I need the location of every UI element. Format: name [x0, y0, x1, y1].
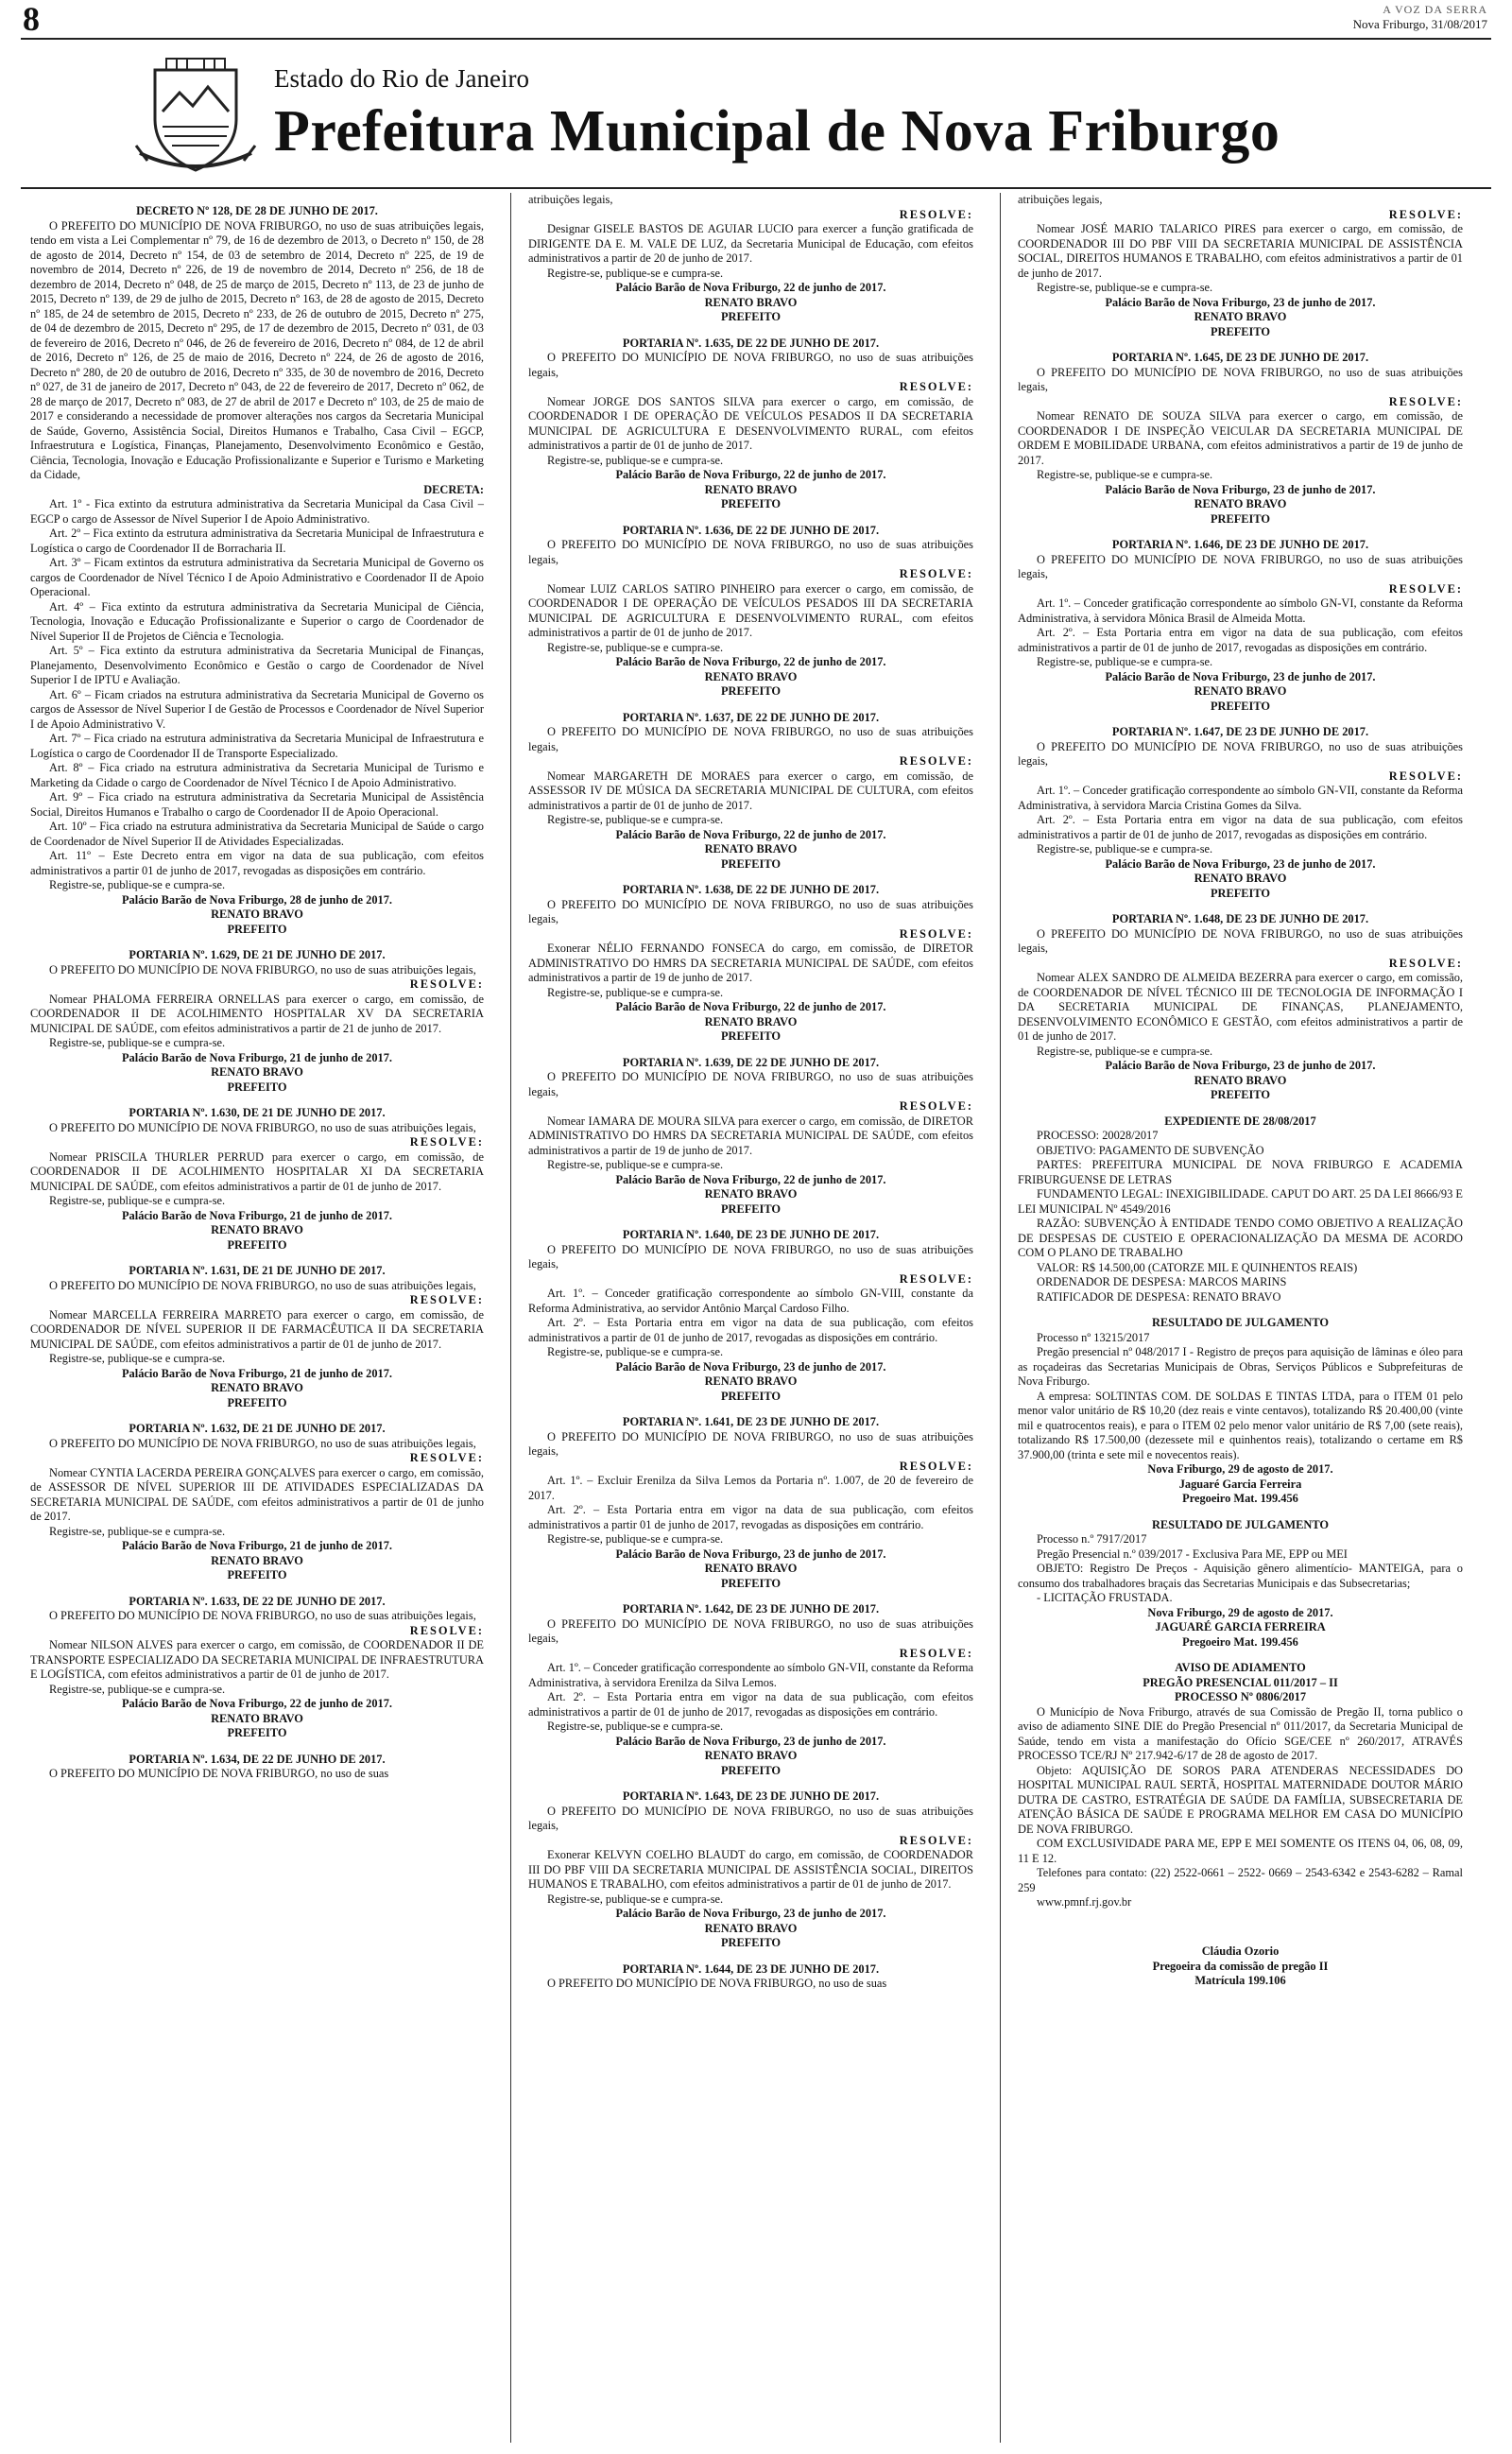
- paragraph: Designar GISELE BASTOS DE AGUIAR LUCIO para exercer a função gratificada de DIRIGENTE DA E. M. VALE DE LUZ, da Secretaria Municipal de Educação, com efeitos administrativos a partir de 20 de junho de 2017.: [528, 222, 973, 265]
- section-heading: PORTARIA Nº. 1.629, DE 21 DE JUNHO DE 2017.: [129, 948, 386, 961]
- signature-line: RENATO BRAVO: [211, 1065, 303, 1079]
- prefeitura-title: Prefeitura Municipal de Nova Friburgo: [274, 99, 1280, 164]
- paragraph: Art. 6º – Ficam criados na estrutura administrativa da Secretaria Municipal de Governo os cargos de Assessor de Nível Superior I de Gestão de Processos e Coordenador de Nível Superior I de Apoio Administrativo V.: [30, 687, 484, 731]
- paragraph: O PREFEITO DO MUNICÍPIO DE NOVA FRIBURGO, no uso de suas atribuições legais,: [528, 725, 973, 753]
- resolve-label: RESOLVE:: [899, 1646, 973, 1660]
- paragraph: O PREFEITO DO MUNICÍPIO DE NOVA FRIBURGO, no uso de suas atribuições legais,: [49, 1609, 476, 1622]
- paragraph: OBJETIVO: PAGAMENTO DE SUBVENÇÃO: [1037, 1143, 1264, 1157]
- paragraph: O PREFEITO DO MUNICÍPIO DE NOVA FRIBURGO, no uso de suas atribuições legais,: [1018, 739, 1463, 768]
- signature-line: PREFEITO: [1210, 324, 1271, 338]
- paragraph: Registre-se, publique-se e cumpra-se.: [547, 1892, 724, 1906]
- signature-line: RENATO BRAVO: [704, 669, 798, 683]
- section-heading: PORTARIA Nº. 1.640, DE 23 DE JUNHO DE 2017.: [622, 1228, 880, 1241]
- paragraph: Registre-se, publique-se e cumpra-se.: [49, 1352, 226, 1365]
- paragraph: O PREFEITO DO MUNICÍPIO DE NOVA FRIBURGO, no uso de suas atribuições legais,: [528, 351, 973, 379]
- section-subheading: PROCESSO Nº 0806/2017: [1174, 1690, 1307, 1703]
- paragraph: Art. 2º. – Esta Portaria entra em vigor na data de sua publicação, com efeitos administrativos a partir de 01 de junho de 2017, revogadas as disposições em contrário.: [528, 1690, 973, 1719]
- paragraph: Nomear IAMARA DE MOURA SILVA para exercer o cargo, em comissão, de DIRETOR ADMINISTRATIVO DO HMRS DA SECRETARIA MUNICIPAL DE SAÚDE, com efeitos administrativos a partir de 19 de junho de 2017.: [528, 1114, 973, 1157]
- paragraph: Art. 5º – Fica extinto da estrutura administrativa da Secretaria Municipal de Finanças, Planejamento, Desenvolvimento Econômico e Gestão o cargo de Coordenador de Nível Superior I de IPTU e Avaliação.: [30, 644, 484, 686]
- coat-of-arms-icon: [134, 55, 257, 178]
- paragraph: Nomear ALEX SANDRO DE ALMEIDA BEZERRA para exercer o cargo, em comissão, de COORDENADOR DE NÍVEL TÉCNICO III DE TECNOLOGIA DE INFORMAÇÃO I DA SECRETARIA MUNICIPAL DE FINANÇAS, PLANEJAMENTO, DESENVOLVIMENTO ECONÔMICO E GESTÃO, com efeitos administrativos a partir de 01 de junho de 2017.: [1018, 971, 1463, 1043]
- resolve-label: RESOLVE:: [899, 1271, 973, 1286]
- signature-line: RENATO BRAVO: [211, 1711, 303, 1725]
- signature-line: Palácio Barão de Nova Friburgo, 23 de junho de 2017.: [615, 1907, 886, 1920]
- paragraph: Nomear NILSON ALVES para exercer o cargo, em comissão, de COORDENADOR II DE TRANSPORTE ESPECIALIZADO DA SECRETARIA MUNICIPAL DE INFRAESTRUTURA E LOGÍSTICA, com efeitos administrativos a partir de 01 de junho de 2017.: [30, 1638, 484, 1681]
- section-heading: PORTARIA Nº. 1.639, DE 22 DE JUNHO DE 2017.: [622, 1055, 880, 1069]
- paragraph: Nomear MARCELLA FERREIRA MARRETO para exercer o cargo, em comissão, de COORDENADOR DE NÍVEL SUPERIOR II DE FARMACÊUTICA II DA SECRETARIA MUNICIPAL DE SAÚDE, com efeitos administrativos a partir de 01 de junho de 2017.: [30, 1307, 484, 1351]
- resolve-label: RESOLVE:: [1388, 394, 1463, 408]
- signature-line: Palácio Barão de Nova Friburgo, 22 de junho de 2017.: [615, 468, 886, 481]
- resolve-label: RESOLVE:: [409, 1451, 484, 1464]
- paragraph: Nomear JORGE DOS SANTOS SILVA para exercer o cargo, em comissão, de COORDENADOR I DE OPERAÇÃO DE VEÍCULOS PESADOS II DA SECRETARIA MUNICIPAL DE AGRICULTURA E DESENVOLVIMENTO RURAL, com efeitos administrativos a partir de 01 de junho de 2017.: [528, 394, 973, 452]
- signature-line: Palácio Barão de Nova Friburgo, 22 de junho de 2017.: [615, 1172, 886, 1186]
- signature-line: Palácio Barão de Nova Friburgo, 21 de junho de 2017.: [121, 1366, 393, 1380]
- date-line: Nova Friburgo, 31/08/2017: [1352, 17, 1487, 31]
- paragraph: Registre-se, publique-se e cumpra-se.: [547, 266, 724, 280]
- paragraph: Exonerar KELVYN COELHO BLAUDT do cargo, em comissão, de COORDENADOR III DO PBF VIII DA SECRETARIA MUNICIPAL DE ASSISTÊNCIA SOCIAL, DIREITOS HUMANOS E TRABALHO, com efeitos administrativos a partir de 01 de junho de 2017.: [528, 1848, 973, 1891]
- section-subheading: PREGÃO PRESENCIAL 011/2017 – II: [1143, 1675, 1338, 1689]
- section-heading: PORTARIA Nº. 1.641, DE 23 DE JUNHO DE 2017.: [622, 1415, 880, 1428]
- paragraph: O PREFEITO DO MUNICÍPIO DE NOVA FRIBURGO, no uso de suas atribuições legais,: [528, 897, 973, 925]
- paragraph: Art. 2º. – Esta Portaria entra em vigor na data de sua publicação, com efeitos administrativos a partir de 01 de junho de 2017, revogadas as disposições em contrário.: [528, 1316, 973, 1344]
- paragraph: O PREFEITO DO MUNICÍPIO DE NOVA FRIBURGO, no uso de suas atribuições legais,: [49, 1278, 476, 1292]
- paragraph: O PREFEITO DO MUNICÍPIO DE NOVA FRIBURGO, no uso de suas atribuições legais,: [528, 1616, 973, 1645]
- resolve-label: RESOLVE:: [899, 926, 973, 941]
- section-heading: PORTARIA Nº. 1.644, DE 23 DE JUNHO DE 2017.: [622, 1961, 880, 1976]
- resolve-label: RESOLVE:: [899, 1833, 973, 1847]
- signature-line: RENATO BRAVO: [211, 907, 303, 921]
- paragraph: Registre-se, publique-se e cumpra-se.: [547, 1345, 724, 1358]
- paragraph: Art. 2º. – Esta Portaria entra em vigor na data de sua publicação, com efeitos administrativos a partir 01 de junho de 2017, revogadas as disposições em contrário.: [528, 1503, 973, 1531]
- paragraph: COM EXCLUSIVIDADE PARA ME, EPP E MEI SOMENTE OS ITENS 04, 06, 08, 09, 11 E 12.: [1018, 1837, 1463, 1865]
- content-columns: [21, 193, 1491, 2443]
- paragraph: Registre-se, publique-se e cumpra-se.: [1037, 281, 1213, 294]
- signature-line: JAGUARÉ GARCIA FERREIRA: [1155, 1620, 1326, 1633]
- paragraph: Registre-se, publique-se e cumpra-se.: [49, 1524, 226, 1538]
- paragraph: Pregão presencial nº 048/2017 I - Registro de preços para aquisição de lâminas e óleo para as roçadeiras das Secretarias Municipais de Obras, Serviços Públicos e Subprefeituras de Nova Friburgo.: [1018, 1345, 1463, 1388]
- signature-line: RENATO BRAVO: [704, 295, 798, 309]
- signature-line: PREFEITO: [227, 1568, 287, 1581]
- signature-line: PREFEITO: [1210, 511, 1271, 526]
- paragraph: Nomear LUIZ CARLOS SATIRO PINHEIRO para exercer o cargo, em comissão, de COORDENADOR I DE OPERAÇÃO DE VEÍCULOS PESADOS III DA SECRETARIA MUNICIPAL DE AGRICULTURA E DESENVOLVIMENTO RURAL, com efeitos administrativos a partir de 01 de junho de 2017.: [528, 581, 973, 639]
- page-number: 8: [23, 0, 40, 38]
- signature-line: Pregoeiro Mat. 199.456: [1182, 1492, 1298, 1505]
- signature-line: PREFEITO: [720, 1201, 782, 1216]
- section-heading: PORTARIA Nº. 1.646, DE 23 DE JUNHO DE 2017.: [1111, 538, 1369, 551]
- paragraph: Art. 1º. – Conceder gratificação correspondente ao símbolo GN-VII, constante da Reforma Administrativa, à servidora Erenilza da Silva Lemos.: [528, 1661, 973, 1689]
- paragraph: ORDENADOR DE DESPESA: MARCOS MARINS: [1037, 1275, 1287, 1288]
- section-heading: PORTARIA Nº. 1.638, DE 22 DE JUNHO DE 2017.: [622, 883, 880, 896]
- paragraph: O PREFEITO DO MUNICÍPIO DE NOVA FRIBURGO, no uso de suas atribuições legais,: [1018, 552, 1463, 580]
- signature-line: Nova Friburgo, 29 de agosto de 2017.: [1147, 1605, 1333, 1619]
- resolve-label: RESOLVE:: [409, 1135, 484, 1149]
- paragraph: Registre-se, publique-se e cumpra-se.: [547, 1720, 724, 1733]
- paragraph: O PREFEITO DO MUNICÍPIO DE NOVA FRIBURGO, no uso de suas: [49, 1767, 389, 1780]
- newspaper-info: [1353, 2, 1487, 32]
- paragraph: Art. 2º. – Esta Portaria entra em vigor na data de sua publicação, com efeitos administrativos a partir de 01 de junho de 2017, revogadas as disposições em contrário.: [1018, 626, 1463, 654]
- resolve-label: RESOLVE:: [899, 754, 973, 768]
- signature-line: Nova Friburgo, 29 de agosto de 2017.: [1147, 1462, 1333, 1476]
- signature-line: RENATO BRAVO: [211, 1381, 303, 1394]
- paragraph: Registre-se, publique-se e cumpra-se.: [547, 985, 724, 999]
- paragraph: Art. 9º – Fica criado na estrutura administrativa da Secretaria Municipal de Assistência Social, Direitos Humanos e Trabalho o cargo de Coordenador II de Apoio Operacional.: [30, 790, 484, 819]
- section-heading: RESULTADO DE JULGAMENTO: [1151, 1316, 1330, 1329]
- paragraph: Registre-se, publique-se e cumpra-se.: [49, 878, 226, 891]
- resolve-label: RESOLVE:: [409, 1623, 484, 1637]
- paragraph: Art. 1º - Fica extinto da estrutura administrativa da Secretaria Municipal da Casa Civil – EGCP o cargo de Assessor de Nível Superior I de Apoio Administrativo.: [30, 497, 484, 526]
- state-title: Estado do Rio de Janeiro: [274, 64, 529, 93]
- paragraph: O PREFEITO DO MUNICÍPIO DE NOVA FRIBURGO, no uso de suas atribuições legais,: [1018, 926, 1463, 955]
- signature-line: RENATO BRAVO: [704, 1014, 798, 1028]
- top-bar: [21, 0, 1491, 40]
- paragraph: RATIFICADOR DE DESPESA: RENATO BRAVO: [1037, 1289, 1281, 1304]
- signature-line: Cláudia Ozorio: [1201, 1944, 1280, 1959]
- paragraph: PROCESSO: 20028/2017: [1037, 1129, 1159, 1142]
- signature-line: RENATO BRAVO: [211, 1553, 303, 1567]
- paragraph: A empresa: SOLTINTAS COM. DE SOLDAS E TINTAS LTDA, para o ITEM 01 pelo menor valor unitário de R$ 10,20 (dez reais e vinte centavos), totalizando R$ 20.400,00 (vinte mil e quatrocentos reais), e para o ITEM 02 pelo menor valor unitário de R$ 7,00 (sete reais), totalizando R$ 17.500,00 (dezessete mil e quinhentos reais), totalizando o certame em R$ 37.900,00 (trinta e sete mil e novecentos reais).: [1018, 1389, 1463, 1461]
- paragraph: O PREFEITO DO MUNICÍPIO DE NOVA FRIBURGO, no uso de suas atribuições legais,: [528, 1804, 973, 1832]
- paragraph: O PREFEITO DO MUNICÍPIO DE NOVA FRIBURGO, no uso de suas atribuições legais,: [528, 1070, 973, 1098]
- paragraph: Nomear PRISCILA THURLER PERRUD para exercer o cargo, em comissão, de COORDENADOR II DE ACOLHIMENTO HOSPITALAR XI DA SECRETARIA MUNICIPAL DE SAÚDE, com efeitos administrativos a partir de 01 de junho de 2017.: [30, 1149, 484, 1193]
- paragraph: www.pmnf.rj.gov.br: [1037, 1895, 1132, 1909]
- paragraph: OBJETO: Registro De Preços - Aquisição gênero alimentício- MANTEIGA, para o consumo dos trabalhadores braçais das Secretarias Municipais e das Subsecretarias;: [1018, 1562, 1463, 1590]
- resolve-label: RESOLVE:: [1388, 956, 1463, 970]
- paragraph: O PREFEITO DO MUNICÍPIO DE NOVA FRIBURGO, no uso de suas atribuições legais,: [528, 1429, 973, 1458]
- paragraph: Art. 10º – Fica criado na estrutura administrativa da Secretaria Municipal de Saúde o cargo de Coordenador de Nível Superior II de Atividades Especializadas.: [30, 820, 484, 848]
- signature-line: RENATO BRAVO: [704, 1921, 798, 1935]
- signature-line: PREFEITO: [720, 1936, 782, 1949]
- signature-line: PREFEITO: [227, 1726, 287, 1739]
- section-heading: RESULTADO DE JULGAMENTO: [1151, 1517, 1330, 1531]
- paragraph: O PREFEITO DO MUNICÍPIO DE NOVA FRIBURGO, no uso de suas atribuições legais, tendo em vista a Lei Complementar nº 79, de 16 de dezembro de 2013, o Decreto nº 150, de 28 de agosto de 2014, Decreto nº 154, de 03 de setembro de 2014, Decreto nº 225, de 19 de novembro de 2014, Decreto nº 226, de 19 de novembro de 2014, Decreto nº 256, de 18 de dezembro de 2014, Decreto nº 048, de 25 de março de 2015, Decreto nº 113, de 23 de junho de 2015, Decreto nº 139, de 29 de julho de 2015, Decreto nº 163, de 28 de agosto de 2015, Decreto nº 185, de 24 de setembro de 2015, Decreto nº 233, de 26 de outubro de 2015, Decreto nº 275, de 04 de dezembro de 2015, Decreto nº 295, de 17 de dezembro de 2015, Decreto nº 031, de 03 de fevereiro de 2016, Decreto nº 046, de 26 de fevereiro de 2016, Decreto nº 084, de 12 de abril de 2016, Decreto nº 126, de 25 de maio de 2016, Decreto nº 224, de 26 de agosto de 2016, Decreto nº 280, de 20 de outubro de 2016, Decreto nº 335, de 30 de novembro de 2016, Decreto nº 027, de 31 de janeiro de 2017, Decreto nº 043, de 22 de fevereiro de 2017, Decreto nº 062, de 28 de março de 2017, Decreto nº 083, de 27 de abril de 2017 e Decreto nº 103, de 25 de maio de 2017 e considerando a necessidade de promover alterações nos cargos da Secretaria Municipal de Saúde, Governo, Assistência Social, Direitos Humanos e Trabalho, Casa Civil – EGCP, Infraestrutura e Logística, Finanças, Planejamento, Desenvolvimento Econômico e Gestão, Ciência, Tecnologia, Inovação e Educação Profissionalizante e Superior e Turismo e Marketing da Cidade,: [30, 218, 484, 481]
- paragraph: Art. 2º – Fica extinto da estrutura administrativa da Secretaria Municipal de Infraestrutura e Logística o cargo de Coordenador II de Borracharia II.: [30, 527, 484, 555]
- paragraph: Telefones para contato: (22) 2522-0661 – 2522- 0669 – 2543-6342 e 2543-6282 – Ramal 259: [1018, 1866, 1463, 1894]
- signature-line: Palácio Barão de Nova Friburgo, 23 de junho de 2017.: [1105, 669, 1376, 683]
- section-heading: PORTARIA Nº. 1.645, DE 23 DE JUNHO DE 2017.: [1111, 351, 1369, 364]
- section-heading: EXPEDIENTE DE 28/08/2017: [1164, 1114, 1316, 1128]
- signature-line: Pregoeira da comissão de pregão II: [1152, 1959, 1329, 1973]
- paragraph: Art. 1º. – Conceder gratificação correspondente ao símbolo GN-VII, constante da Reforma Administrativa, à servidora Marcia Cristina Gomes da Silva.: [1018, 784, 1463, 812]
- paragraph: Art. 3º – Ficam extintos da estrutura administrativa da Secretaria Municipal de Governo os cargos de Coordenador de Nível Técnico I de Apoio Administrativo e Coordenador II de Apoio Operacional.: [30, 556, 484, 598]
- decreta-label: DECRETA:: [423, 482, 484, 496]
- section-heading: PORTARIA Nº. 1.632, DE 21 DE JUNHO DE 2017.: [129, 1422, 386, 1435]
- signature-line: PREFEITO: [720, 684, 782, 698]
- signature-line: PREFEITO: [720, 310, 782, 323]
- signature-line: PREFEITO: [720, 1389, 782, 1403]
- paragraph: Registre-se, publique-se e cumpra-se.: [49, 1194, 226, 1207]
- signature-line: PREFEITO: [1210, 886, 1271, 900]
- paragraph: O PREFEITO DO MUNICÍPIO DE NOVA FRIBURGO, no uso de suas atribuições legais,: [49, 962, 476, 976]
- signature-line: Palácio Barão de Nova Friburgo, 22 de junho de 2017.: [121, 1697, 393, 1710]
- paragraph: Registre-se, publique-se e cumpra-se.: [547, 640, 724, 654]
- paragraph: Art. 2º. – Esta Portaria entra em vigor na data de sua publicação, com efeitos administrativos a partir de 01 de junho de 2017, revogadas as disposições em contrário.: [1018, 813, 1463, 841]
- signature-line: Palácio Barão de Nova Friburgo, 22 de junho de 2017.: [615, 655, 886, 668]
- section-heading: PORTARIA Nº. 1.647, DE 23 DE JUNHO DE 2017.: [1111, 725, 1369, 738]
- signature-line: Palácio Barão de Nova Friburgo, 23 de junho de 2017.: [615, 1547, 886, 1561]
- paragraph: Processo nº 13215/2017: [1037, 1330, 1150, 1344]
- signature-line: RENATO BRAVO: [1194, 684, 1287, 698]
- signature-line: PREFEITO: [227, 1395, 287, 1409]
- signature-line: RENATO BRAVO: [704, 482, 798, 496]
- signature-line: PREFEITO: [720, 1576, 782, 1590]
- paragraph: Nomear JOSÉ MARIO TALARICO PIRES para exercer o cargo, em comissão, de COORDENADOR III DO PBF VIII DA SECRETARIA MUNICIPAL DE ASSISTÊNCIA SOCIAL, DIREITOS HUMANOS E TRABALHO, com efeitos administrativos a partir de 01 de junho de 2017.: [1018, 222, 1463, 280]
- paragraph: Art. 8º – Fica criado na estrutura administrativa da Secretaria Municipal de Turismo e Marketing da Cidade o cargo de Coordenador de Nível Técnico I de Apoio Administrativo.: [30, 761, 484, 789]
- resolve-label: RESOLVE:: [1388, 207, 1463, 221]
- signature-line: RENATO BRAVO: [704, 842, 798, 855]
- signature-line: Palácio Barão de Nova Friburgo, 21 de junho de 2017.: [121, 1539, 393, 1552]
- signature-line: RENATO BRAVO: [704, 1749, 798, 1762]
- section-heading: PORTARIA Nº. 1.635, DE 22 DE JUNHO DE 2017.: [622, 336, 880, 350]
- signature-line: Palácio Barão de Nova Friburgo, 23 de junho de 2017.: [615, 1734, 886, 1748]
- signature-line: Palácio Barão de Nova Friburgo, 22 de junho de 2017.: [615, 827, 886, 841]
- signature-line: RENATO BRAVO: [704, 1187, 798, 1201]
- paragraph: Registre-se, publique-se e cumpra-se.: [547, 1532, 724, 1546]
- paragraph: Registre-se, publique-se e cumpra-se.: [1037, 468, 1213, 481]
- signature-line: PREFEITO: [227, 1237, 287, 1252]
- section-heading: PORTARIA Nº. 1.637, DE 22 DE JUNHO DE 2017.: [622, 710, 880, 724]
- signature-line: Palácio Barão de Nova Friburgo, 23 de junho de 2017.: [1105, 1059, 1376, 1072]
- resolve-label: RESOLVE:: [1388, 769, 1463, 783]
- paragraph: Registre-se, publique-se e cumpra-se.: [547, 1158, 724, 1171]
- paragraph: Art. 7º – Fica criado na estrutura administrativa da Secretaria Municipal de Infraestrutura e Logística o cargo de Coordenador II de Transporte Especializado.: [30, 732, 484, 760]
- signature-line: RENATO BRAVO: [704, 1374, 798, 1388]
- paragraph: Registre-se, publique-se e cumpra-se.: [49, 1682, 226, 1696]
- signature-line: PREFEITO: [1210, 699, 1271, 713]
- section-heading: PORTARIA Nº. 1.631, DE 21 DE JUNHO DE 2017.: [129, 1264, 386, 1277]
- section-heading: PORTARIA Nº. 1.634, DE 22 DE JUNHO DE 2017.: [129, 1752, 386, 1766]
- paragraph: Processo n.º 7917/2017: [1037, 1532, 1147, 1546]
- resolve-label: RESOLVE:: [899, 1459, 973, 1473]
- paragraph: O PREFEITO DO MUNICÍPIO DE NOVA FRIBURGO, no uso de suas atribuições legais,: [1018, 365, 1463, 393]
- paragraph: Art. 11º – Este Decreto entra em vigor na data de sua publicação, com efeitos administrativos a partir 01 de junho de 2017, revogadas as disposições em contrário.: [30, 849, 484, 877]
- column-3: [1000, 193, 1472, 2443]
- section-heading: AVISO DE ADIAMENTO: [1175, 1661, 1306, 1674]
- paragraph: - LICITAÇÃO FRUSTADA.: [1037, 1591, 1173, 1604]
- masthead: [21, 45, 1491, 189]
- column-2: [510, 193, 983, 2443]
- paragraph: Nomear RENATO DE SOUZA SILVA para exercer o cargo, em comissão, de COORDENADOR I DE INSPEÇÃO VEICULAR DA SECRETARIA MUNICIPAL DE ORDEM E MOBILIDADE URBANA, com efeitos administrativos a partir de 19 de junho de 2017.: [1018, 409, 1463, 467]
- signature-line: PREFEITO: [720, 1029, 782, 1043]
- signature-line: RENATO BRAVO: [1194, 872, 1287, 885]
- paragraph: atribuições legais,: [1018, 193, 1103, 206]
- paragraph: Art. 1º. – Conceder gratificação correspondente ao símbolo GN-VI, constante da Reforma Administrativa, à servidora Mônica Brasil de Almeida Motta.: [1018, 596, 1463, 625]
- signature-line: Matrícula 199.106: [1194, 1974, 1286, 1988]
- section-heading: PORTARIA Nº. 1.630, DE 21 DE JUNHO DE 2017.: [129, 1106, 386, 1119]
- signature-line: RENATO BRAVO: [1194, 1073, 1287, 1087]
- paragraph: Nomear PHALOMA FERREIRA ORNELLAS para exercer o cargo, em comissão, de COORDENADOR II DE ACOLHIMENTO HOSPITALAR XV DA SECRETARIA MUNICIPAL DE SAÚDE, com efeitos administrativos a partir de 21 de junho de 2017.: [30, 992, 484, 1035]
- paragraph: Objeto: AQUISIÇÃO DE SOROS PARA ATENDERAS NECESSIDADES DO HOSPITAL MUNICIPAL RAUL SERTÃ, HOSPITAL MATERNIDADE DOUTOR MÁRIO DUTRA DE CASTRO, ESTRATÉGIA DE SAÚDE DA FAMÍLIA, SUBSECRETARIA DE ATENÇÃO BÁSICA DE SAÚDE E PROGRAMA MELHOR EM CASA DO MUNICÍPIO DE NOVA FRIBURGO.: [1018, 1763, 1463, 1836]
- signature-line: Palácio Barão de Nova Friburgo, 21 de junho de 2017.: [121, 1208, 393, 1222]
- paragraph: Art. 1º. – Excluir Erenilza da Silva Lemos da Portaria nº. 1.007, de 20 de fevereiro de 2017.: [528, 1474, 973, 1502]
- signature-line: Palácio Barão de Nova Friburgo, 23 de junho de 2017.: [1105, 295, 1376, 309]
- signature-line: Palácio Barão de Nova Friburgo, 23 de junho de 2017.: [615, 1359, 886, 1374]
- signature-line: RENATO BRAVO: [1194, 497, 1287, 510]
- paragraph: Registre-se, publique-se e cumpra-se.: [1037, 1044, 1213, 1058]
- resolve-label: RESOLVE:: [409, 1293, 484, 1306]
- signature-line: Palácio Barão de Nova Friburgo, 23 de junho de 2017.: [1105, 856, 1376, 871]
- signature-line: PREFEITO: [1210, 1088, 1271, 1101]
- signature-line: Palácio Barão de Nova Friburgo, 22 de junho de 2017.: [615, 281, 886, 294]
- signature-line: Jaguaré Garcia Ferreira: [1178, 1477, 1302, 1491]
- spacer: [1018, 1922, 1463, 1933]
- signature-line: Palácio Barão de Nova Friburgo, 21 de junho de 2017.: [121, 1050, 393, 1064]
- resolve-label: RESOLVE:: [1388, 581, 1463, 596]
- signature-line: PREFEITO: [720, 1763, 782, 1777]
- paragraph: O PREFEITO DO MUNICÍPIO DE NOVA FRIBURGO, no uso de suas atribuições legais,: [49, 1120, 476, 1134]
- section-heading: DECRETO Nº 128, DE 28 DE JUNHO DE 2017.: [136, 204, 378, 217]
- paragraph: Registre-se, publique-se e cumpra-se.: [1037, 842, 1213, 855]
- signature-line: Palácio Barão de Nova Friburgo, 22 de junho de 2017.: [615, 1000, 886, 1013]
- paragraph: VALOR: R$ 14.500,00 (CATORZE MIL E QUINHENTOS REAIS): [1037, 1260, 1358, 1274]
- section-heading: PORTARIA Nº. 1.643, DE 23 DE JUNHO DE 2017.: [622, 1789, 880, 1803]
- resolve-label: RESOLVE:: [899, 207, 973, 221]
- signature-line: Palácio Barão de Nova Friburgo, 23 de junho de 2017.: [1105, 482, 1376, 496]
- signature-line: RENATO BRAVO: [211, 1223, 303, 1236]
- paragraph: Registre-se, publique-se e cumpra-se.: [547, 453, 724, 467]
- section-heading: PORTARIA Nº. 1.648, DE 23 DE JUNHO DE 2017.: [1111, 912, 1369, 925]
- paragraph: Exonerar NÉLIO FERNANDO FONSECA do cargo, em comissão, de DIRETOR ADMINISTRATIVO DO HMRS DA SECRETARIA MUNICIPAL DE SAÚDE, com efeitos administrativos a partir de 19 de junho de 2017.: [528, 942, 973, 984]
- signature-line: RENATO BRAVO: [1194, 310, 1287, 323]
- paragraph: Registre-se, publique-se e cumpra-se.: [49, 1036, 226, 1049]
- paragraph: FUNDAMENTO LEGAL: INEXIGIBILIDADE. CAPUT DO ART. 25 DA LEI 8666/93 E LEI MUNICIPAL Nº 4549/2016: [1018, 1187, 1463, 1216]
- section-heading: PORTARIA Nº. 1.633, DE 22 DE JUNHO DE 2017.: [129, 1594, 386, 1608]
- paragraph: Registre-se, publique-se e cumpra-se.: [547, 813, 724, 826]
- paragraph: Pregão Presencial n.º 039/2017 - Exclusiva Para ME, EPP ou MEI: [1037, 1547, 1348, 1561]
- signature-line: RENATO BRAVO: [704, 1562, 798, 1575]
- signature-line: Pregoeiro Mat. 199.456: [1182, 1634, 1298, 1649]
- resolve-label: RESOLVE:: [899, 380, 973, 393]
- signature-line: PREFEITO: [720, 497, 782, 510]
- section-heading: PORTARIA Nº. 1.636, DE 22 DE JUNHO DE 2017.: [622, 523, 880, 537]
- paragraph: O Município de Nova Friburgo, através de sua Comissão de Pregão II, torna publico o aviso de adiamento SINE DIE do Pregão Presencial nº 011/2017, da Secretaria Municipal de Saúde, tendo em vista a manifestação do Ofício SGE/CEE nº 260/2017, ATRAVÉS PROCESSO TCE/RJ Nº 217.942-6/17 de 28 de agosto de 2017.: [1018, 1704, 1463, 1762]
- paragraph: O PREFEITO DO MUNICÍPIO DE NOVA FRIBURGO, no uso de suas atribuições legais,: [528, 1242, 973, 1270]
- paragraph: Art. 4º – Fica extinto da estrutura administrativa da Secretaria Municipal de Ciência, Tecnologia, Inovação e Educação Profissionalizante e Superior o cargo de Coordenador de Nível Superior II de Projetos de Ciência e Tecnologia.: [30, 599, 484, 643]
- paragraph: O PREFEITO DO MUNICÍPIO DE NOVA FRIBURGO, no uso de suas: [547, 1977, 887, 1990]
- signature-line: PREFEITO: [227, 922, 287, 936]
- column-1: [21, 193, 493, 2443]
- resolve-label: RESOLVE:: [899, 567, 973, 580]
- signature-line: PREFEITO: [720, 856, 782, 871]
- section-heading: PORTARIA Nº. 1.642, DE 23 DE JUNHO DE 2017.: [622, 1602, 880, 1616]
- resolve-label: RESOLVE:: [409, 977, 484, 991]
- resolve-label: RESOLVE:: [899, 1099, 973, 1113]
- paragraph: RAZÃO: SUBVENÇÃO À ENTIDADE TENDO COMO OBJETIVO A REALIZAÇÃO DE DESPESAS DE CUSTEIO E OPERACIONALIZAÇÃO DA MESMA DE ACORDO COM O PLANO DE TRABALHO: [1018, 1217, 1463, 1259]
- paragraph: Nomear CYNTIA LACERDA PEREIRA GONÇALVES para exercer o cargo, em comissão, de ASSESSOR DE NÍVEL SUPERIOR III DE ATIVIDADES ESPECIALIZADAS DA SECRETARIA MUNICIPAL DE SAÚDE, com efeitos administrativos a partir de 01 de junho de 2017.: [30, 1465, 484, 1523]
- paragraph: Registre-se, publique-se e cumpra-se.: [1037, 655, 1213, 668]
- signature-line: Palácio Barão de Nova Friburgo, 28 de junho de 2017.: [121, 892, 393, 907]
- paragraph: O PREFEITO DO MUNICÍPIO DE NOVA FRIBURGO, no uso de suas atribuições legais,: [49, 1436, 476, 1450]
- newspaper-name: A VOZ DA SERRA: [1383, 3, 1487, 16]
- paragraph: Nomear MARGARETH DE MORAES para exercer o cargo, em comissão, de ASSESSOR IV DE MÚSICA DA SECRETARIA MUNICIPAL DE CULTURA, com efeitos administrativos a partir de 01 de junho de 2017.: [528, 769, 973, 812]
- paragraph: O PREFEITO DO MUNICÍPIO DE NOVA FRIBURGO, no uso de suas atribuições legais,: [528, 538, 973, 566]
- paragraph: Art. 1º. – Conceder gratificação correspondente ao símbolo GN-VIII, constante da Reforma Administrativa, ao servidor Antônio Marçal Cardoso Filho.: [528, 1287, 973, 1315]
- signature-line: PREFEITO: [227, 1080, 287, 1094]
- paragraph: atribuições legais,: [528, 193, 613, 206]
- paragraph: PARTES: PREFEITURA MUNICIPAL DE NOVA FRIBURGO E ACADEMIA FRIBURGUENSE DE LETRAS: [1018, 1158, 1463, 1186]
